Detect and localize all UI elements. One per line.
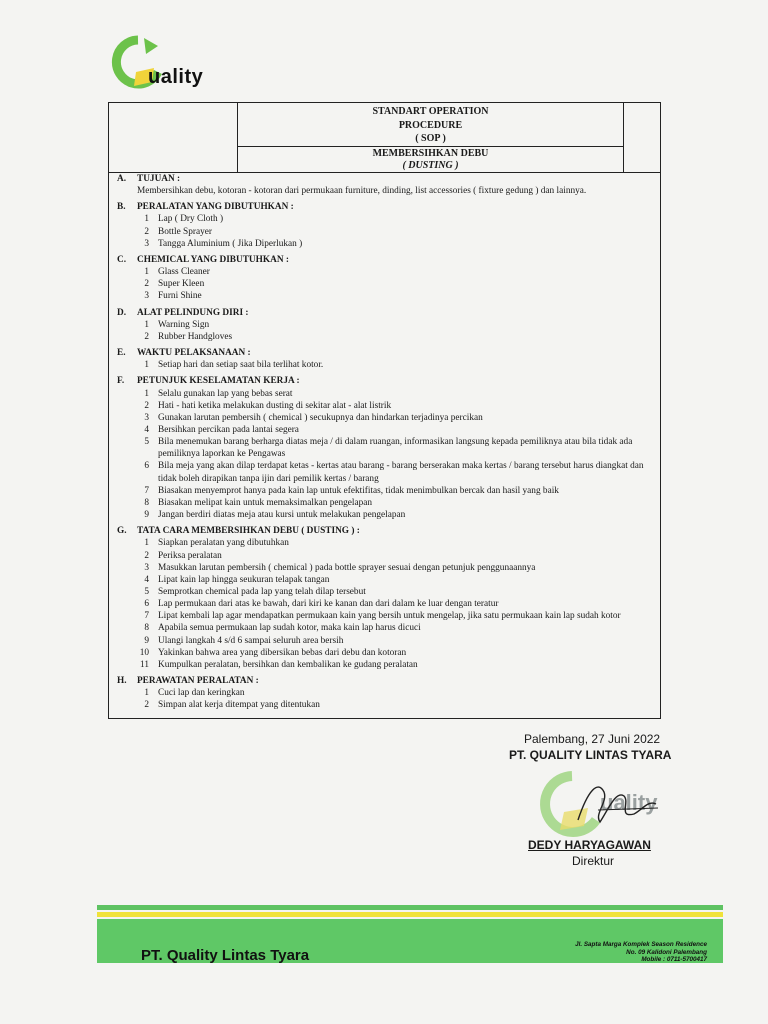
footer-bar: [97, 919, 723, 963]
header-line-1: STANDART OPERATION: [372, 106, 489, 117]
section-heading: ALAT PELINDUNG DIRI :: [137, 307, 249, 318]
section-heading: TATA CARA MEMBERSIHKAN DEBU ( DUSTING ) :: [137, 526, 360, 537]
list-item-text: Ulangi langkah 4 s/d 6 sampai seluruh area bersih: [158, 635, 344, 646]
list-item-number: 1: [144, 214, 149, 225]
stamp-text: uality: [600, 790, 658, 815]
list-item-text: Glass Cleaner: [158, 267, 210, 278]
list-item: [117, 610, 657, 622]
section-title: [117, 347, 657, 359]
list-item-number: 5: [144, 587, 149, 597]
list-item-text: Semprotkan chemical pada lap yang telah dilap tersebut: [158, 587, 366, 597]
list-item-number: 2: [144, 331, 149, 342]
footer-banner: [97, 905, 723, 963]
list-item: [117, 562, 657, 574]
header-line-2: PROCEDURE: [398, 120, 463, 131]
list-item-text: Siapkan peralatan yang dibutuhkan: [158, 538, 289, 549]
header-divider: [238, 146, 623, 147]
section-letter: H.: [117, 676, 127, 687]
signature-company: PT. QUALITY LINTAS TYARA: [509, 748, 672, 762]
list-item: [117, 699, 657, 711]
sop-header: [109, 103, 660, 173]
list-item-text: Lipat kain lap hingga seukuran telapak tangan: [158, 574, 330, 585]
footer-company-name: PT. Quality Lintas Tyara: [141, 947, 310, 964]
list-item: [117, 460, 657, 484]
list-item: [117, 586, 657, 598]
list-item-number: 1: [144, 267, 149, 278]
signatory-role: Direktur: [572, 854, 615, 868]
list-item-text: Yakinkan bahwa area yang dibersikan bebas dari debu dan kotoran: [158, 647, 407, 658]
section-letter: B.: [117, 202, 126, 213]
list-item-number: 8: [144, 497, 149, 508]
company-stamp: [538, 770, 688, 843]
list-item-number: 9: [144, 510, 149, 521]
list-item-number: 7: [144, 485, 149, 496]
list-item-text: Setiap hari dan setiap saat bila terlihat kotor.: [158, 360, 324, 371]
footer-address-line: No. 09 Kalidoni Palembang: [626, 948, 707, 956]
list-item: [117, 550, 657, 562]
list-item: [117, 485, 657, 497]
list-item-text: Masukkan larutan pembersih ( chemical ) pada bottle sprayer sesuai dengan petunjuk penggunaannya: [158, 562, 536, 573]
section-heading: TUJUAN :: [137, 174, 181, 184]
list-item-number: 10: [139, 647, 149, 658]
sop-table: [108, 102, 661, 719]
list-item-text: Warning Sign: [158, 319, 210, 330]
section-title: [117, 525, 657, 537]
list-item: [117, 598, 657, 610]
list-item-text: Cuci lap dan keringkan: [158, 688, 245, 699]
footer-green-stripe: [97, 905, 723, 910]
section-title: [117, 675, 657, 687]
list-item: [117, 537, 657, 549]
list-item-text: Super Kleen: [158, 279, 205, 290]
list-item-number: 1: [144, 388, 149, 399]
section-heading: WAKTU PELAKSANAAN :: [137, 348, 251, 359]
list-item-text: Biasakan melipat kain untuk memaksimalkan pengelapan: [158, 497, 373, 508]
list-item-text: Rubber Handgloves: [158, 331, 233, 342]
section-letter: E.: [117, 348, 126, 359]
section-title: [117, 375, 657, 387]
sop-content: [117, 173, 657, 712]
list-item: [117, 400, 657, 412]
list-item: [117, 647, 657, 659]
list-item-number: 2: [144, 226, 149, 237]
sop-header-title-cell: [237, 103, 624, 172]
logo-text: uality: [148, 66, 204, 88]
list-item-number: 3: [144, 291, 149, 302]
section-heading: CHEMICAL YANG DIBUTUHKAN :: [137, 254, 289, 265]
list-item: [117, 319, 657, 331]
list-item-text: Bottle Sprayer: [158, 226, 212, 237]
list-item: [117, 424, 657, 436]
list-item-text: Apabila semua permukaan lap sudah kotor, maka kain lap harus dicuci: [158, 623, 421, 634]
list-item-number: 1: [144, 688, 149, 699]
list-item-number: 1: [144, 538, 149, 549]
list-item: [117, 213, 657, 225]
list-item: [117, 331, 657, 343]
list-item-number: 2: [144, 700, 149, 711]
list-item-number: 2: [144, 279, 149, 290]
list-item-number: 7: [144, 611, 149, 622]
list-item-text: Periksa peralatan: [158, 550, 222, 561]
list-item-number: 4: [144, 424, 149, 435]
list-item-text: Gunakan larutan pembersih ( chemical ) secukupnya dan hindarkan terjadinya percikan: [158, 412, 483, 423]
list-item-text: Jangan berdiri diatas meja atau kursi untuk melakukan pengelapan: [158, 510, 406, 521]
signatory-name: DEDY HARYAGAWAN: [528, 838, 651, 852]
section-letter: D.: [117, 307, 127, 318]
list-item-number: 6: [144, 599, 149, 610]
list-item-text: Tangga Aluminium ( Jika Diperlukan ): [158, 238, 303, 249]
header-line-3: ( SOP ): [415, 133, 446, 144]
list-item-text: Bersihkan percikan pada lantai segera: [158, 424, 299, 435]
stamp-signature-icon: [538, 770, 688, 840]
section-title: [117, 201, 657, 213]
list-item-number: 1: [144, 360, 149, 371]
section-letter: G.: [117, 526, 127, 537]
list-item: [117, 574, 657, 586]
section-heading: PETUNJUK KESELAMATAN KERJA :: [137, 376, 300, 387]
list-item-number: 1: [144, 319, 149, 330]
list-item-number: 5: [144, 437, 149, 448]
list-item-text: Lap permukaan dari atas ke bawah, dari kiri ke kanan dan dari dalam ke luar dengan teratur: [158, 599, 499, 610]
list-item-number: 4: [144, 574, 149, 585]
list-item: [117, 509, 657, 521]
list-item: [117, 436, 657, 460]
list-item: [117, 266, 657, 278]
section-title: [117, 307, 657, 319]
list-item-number: 11: [140, 659, 149, 670]
list-item-text: Bila menemukan barang berharga diatas meja / di dalam ruangan, informasikan langsung kepada pemiliknya atau bila tidak ada pemiliknya laporkan ke Pengawas: [158, 437, 633, 460]
list-item-number: 3: [144, 562, 149, 573]
list-item: [117, 659, 657, 671]
list-item-text: Kumpulkan peralatan, bersihkan dan kembalikan ke gudang peralatan: [158, 659, 418, 670]
list-item: [117, 278, 657, 290]
signature-date: Palembang, 27 Juni 2022: [524, 732, 661, 746]
list-item-text: Hati - hati ketika melakukan dusting di sekitar alat - alat listrik: [158, 400, 392, 411]
list-item: [117, 388, 657, 400]
list-item-text: Simpan alat kerja ditempat yang ditentukan: [158, 700, 320, 711]
list-item: [117, 290, 657, 302]
list-item-number: 6: [144, 461, 149, 472]
list-item: [117, 412, 657, 424]
list-item-number: 8: [144, 623, 149, 634]
section-description: Membersihkan debu, kotoran - kotoran dari permukaan furniture, dinding, list accessories ( fixture gedung ) dan lainnya.: [137, 186, 587, 197]
list-item-number: 3: [144, 238, 149, 249]
list-item-number: 9: [144, 635, 149, 646]
header-subject: MEMBERSIHKAN DEBU: [372, 148, 489, 159]
footer-yellow-stripe: [97, 912, 723, 917]
list-item-text: Selalu gunakan lap yang bebas serat: [158, 388, 293, 399]
section-letter: C.: [117, 254, 127, 265]
section-letter: A.: [117, 174, 127, 184]
list-item: [117, 226, 657, 238]
footer-address: [487, 941, 707, 964]
footer-address-line: Jl. Sapta Marga Komplek Season Residence: [575, 941, 707, 948]
section-title: [117, 254, 657, 266]
list-item-number: 2: [144, 400, 149, 411]
list-item: [117, 622, 657, 634]
list-item-text: Bila meja yang akan dilap terdapat ketas - kertas atau barang - barang berserakan maka kertas / barang tersebut harus diangkat dan tidak boleh dirapikan tanpa ijin dari pemilik kertas / barang: [158, 461, 644, 484]
section-heading: PERALATAN YANG DIBUTUHKAN :: [137, 202, 294, 213]
footer-address-line: Mobile : 0711-5700417: [641, 956, 707, 964]
list-item: [117, 687, 657, 699]
company-logo: [108, 34, 248, 94]
section-heading: PERAWATAN PERALATAN :: [137, 676, 259, 687]
section-letter: F.: [117, 376, 125, 387]
list-item: [117, 497, 657, 509]
list-item-text: Furni Shine: [158, 291, 202, 302]
list-item-text: Biasakan menyemprot hanya pada kain lap untuk efektifitas, tidak menimbulkan bercak dan hasil yang baik: [158, 485, 559, 496]
list-item-text: Lap ( Dry Cloth ): [158, 214, 224, 225]
section-title: [117, 173, 657, 185]
list-item: [117, 238, 657, 250]
list-item-number: 3: [144, 412, 149, 423]
list-item: [117, 359, 657, 371]
list-item-text: Lipat kembali lap agar mendapatkan permukaan kain yang bersih untuk mengelap, jika satu permukaan kain lap sudah kotor: [158, 611, 621, 622]
header-subject-en: ( DUSTING ): [402, 160, 459, 171]
list-item-number: 2: [144, 550, 149, 561]
list-item: [117, 635, 657, 647]
